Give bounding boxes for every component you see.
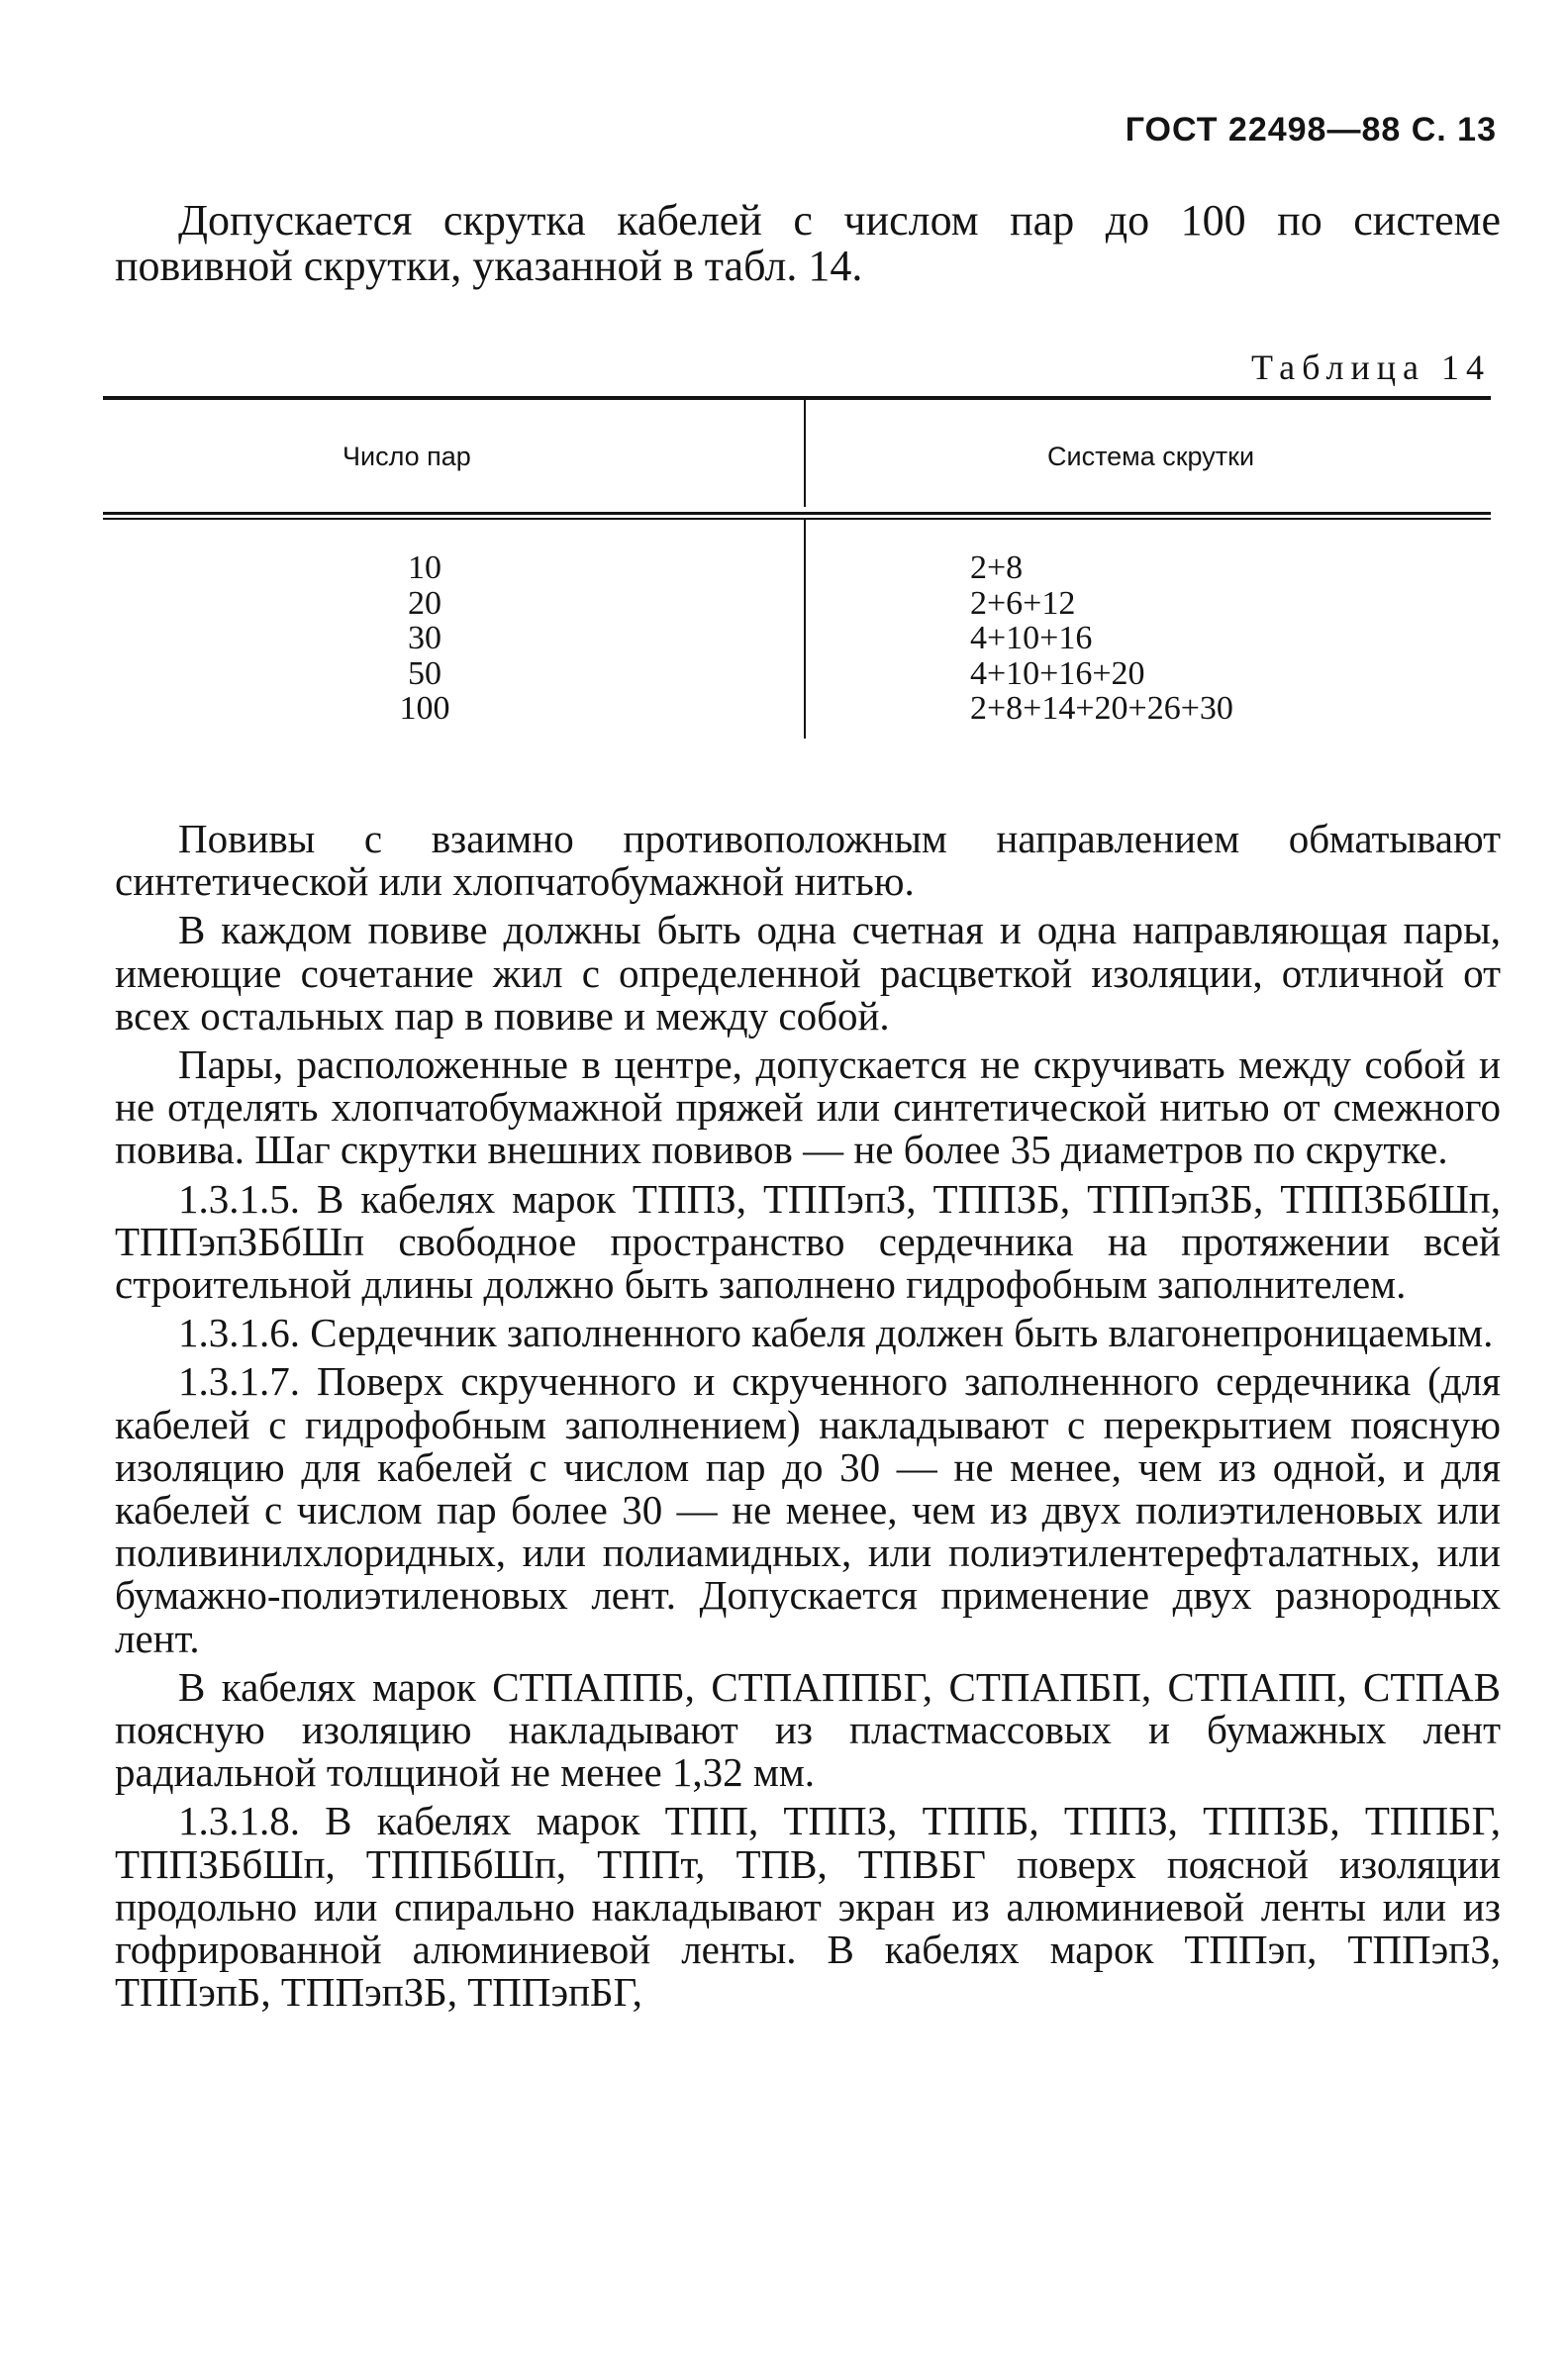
- table-cell-system: 4+10+16: [970, 620, 1093, 656]
- table-cell-pairs: 100: [399, 690, 450, 727]
- table-cell-system: 2+8: [970, 549, 1024, 586]
- paragraph: Пары, расположенные в центре, допускается не скручивать между собой и не отделять хлопчатобумажной пряжей или синтетической нитью от смежного повива. Шаг скрутки внешних повивов — не более 35 диаметров по скрутке.: [115, 1041, 1501, 1173]
- table-cell-pairs: 10: [408, 549, 441, 586]
- paragraph: 1.3.1.6. Сердечник заполненного кабеля должен быть влагонепроницаемым.: [178, 1310, 1494, 1356]
- paragraph: В кабелях марок СТПАППБ, СТПАППБГ, СТПАПБП, СТПАПП, СТПАВ поясную изоляцию накладывают из пластмассовых и бумажных лент радиальной толщиной не менее 1,32 мм.: [115, 1663, 1501, 1796]
- paragraph: 1.3.1.5. В кабелях марок ТППЗ, ТППэпЗ, ТППЗБ, ТППэпЗБ, ТППЗБбШп, ТППэпЗБбШп свободное пространство сердечника на протяжении всей строительной длины должно быть заполнено гидрофобным заполнителем.: [115, 1175, 1501, 1308]
- intro-text: Допускается скрутка кабелей с числом пар до 100 по системе повивной скрутки, указанной в табл. 14.: [115, 196, 1501, 290]
- paragraph: В каждом повиве должны быть одна счетная и одна направляющая пары, имеющие сочетание жил с определенной расцветкой изоляции, отличной от всех остальных пар в повиве и между собой.: [115, 907, 1501, 1039]
- table-top-rule: [103, 396, 1491, 400]
- table-column-pairs: [380, 550, 469, 727]
- table-header-pairs: Число пар: [343, 442, 471, 471]
- table-cell-pairs: 30: [408, 620, 441, 656]
- table-column-system: [970, 550, 1233, 727]
- table-cell-system: 4+10+16+20: [970, 654, 1145, 692]
- body-text: [115, 818, 1501, 2020]
- running-header: ГОСТ 22498—88 С. 13: [1125, 111, 1497, 148]
- table-cell-pairs: 20: [408, 584, 441, 622]
- intro-paragraph: [115, 198, 1501, 289]
- table-caption: Таблица 14: [1251, 347, 1491, 387]
- table-cell-system: 2+6+12: [970, 584, 1076, 622]
- table-header-system: Система скрутки: [1047, 442, 1255, 471]
- table-header-divider: [804, 400, 806, 507]
- paragraph: 1.3.1.8. В кабелях марок ТПП, ТППЗ, ТППБ, ТППЗ, ТППЗБ, ТППБГ, ТППЗБбШп, ТППБбШп, ТППт, ТПВ, ТПВБГ поверх поясной изоляции продольно или спирально накладывают экран из алюминиевой ленты или из гофрированной алюминиевой ленты. В кабелях марок ТППэп, ТППэпЗ, ТППэпБ, ТППэпЗБ, ТППэпБГ,: [115, 1798, 1501, 2016]
- table-body-divider: [804, 519, 806, 739]
- table-cell-system: 2+8+14+20+26+30: [970, 690, 1233, 727]
- paragraph: Повивы с взаимно противоположным направлением обматывают синтетической или хлопчатобумажной нитью.: [115, 816, 1501, 905]
- paragraph: 1.3.1.7. Поверх скрученного и скрученного заполненного сердечника (для кабелей с гидрофобным заполнением) накладывают с перекрытием поясную изоляцию для кабелей с числом пар до 30 — не менее, чем из одной, и для кабелей с числом пар более 30 — не менее, чем из двух полиэтиленовых или поливинилхлоридных, или полиамидных, или полиэтилентерефталатных, или бумажно-полиэтиленовых лент. Допускается применение двух разнородных лент.: [115, 1358, 1501, 1661]
- table-header-rule: [103, 512, 1491, 520]
- table-cell-pairs: 50: [408, 654, 441, 692]
